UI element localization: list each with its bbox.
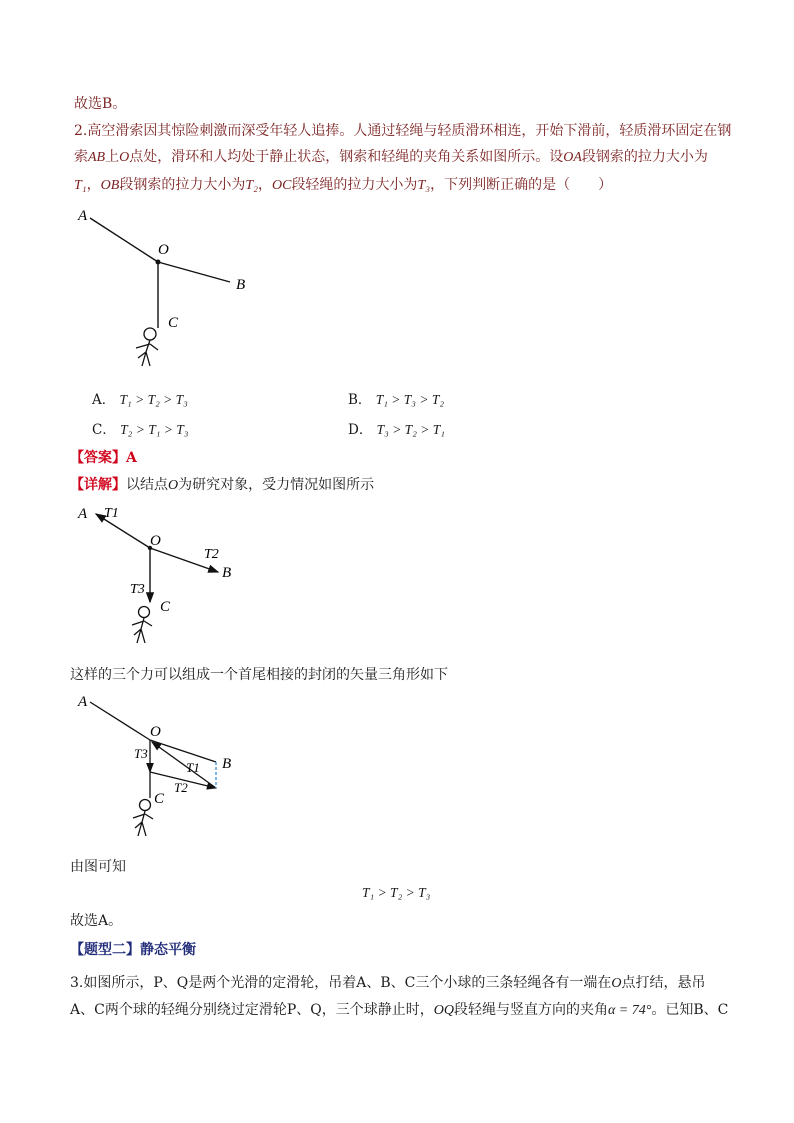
fig1-label-a: A (78, 208, 88, 224)
fig3-label-c: C (154, 791, 165, 807)
option-b[interactable]: B． T₁ > T₃ > T₂ (348, 392, 445, 408)
fig3-label-t1: T1 (186, 760, 200, 775)
fig3-label-a: A (78, 694, 88, 710)
cable-ob (158, 262, 230, 282)
fig1-label-b: B (236, 277, 246, 293)
fig3-label-t2: T2 (174, 780, 188, 795)
cable-ob (150, 740, 216, 762)
stick-figure-icon (136, 328, 158, 366)
answer-line: 【答案】A (70, 450, 137, 466)
cable-oa (90, 218, 158, 262)
option-a[interactable]: A． T₁ > T₂ > T₃ (92, 392, 188, 408)
triangle-intro: 这样的三个力可以组成一个首尾相接的封闭的矢量三角形如下 (70, 667, 448, 683)
knot-o (156, 260, 161, 265)
option-c[interactable]: C． T₂ > T₁ > T₃ (92, 422, 189, 438)
result-formula: T₁ > T₂ > T₃ (362, 885, 431, 900)
detail-conclusion: 故选A。 (70, 913, 123, 929)
force-diagram (70, 498, 260, 658)
section-title: 【题型二】静态平衡 (70, 942, 196, 958)
q3-line-1: 3.如图所示，P、Q是两个光滑的定滑轮，吊着A、B、C三个小球的三条轻绳各有一端在O点打结，悬吊 (70, 975, 706, 991)
stick-figure-icon (132, 607, 152, 644)
detail-line: 【详解】以结点O为研究对象，受力情况如图所示 (70, 477, 375, 493)
fig2-label-o: O (150, 533, 161, 549)
q2-line-3: T₁，OB段钢索的拉力大小为T₂，OC段轻绳的拉力大小为T₃，下列判断正确的是（ ） (74, 177, 613, 193)
fig1-label-c: C (168, 315, 179, 331)
fig3-label-t3: T3 (134, 746, 148, 761)
vector-triangle-diagram (70, 688, 260, 848)
fig2-label-b: B (222, 565, 232, 581)
previous-conclusion: 故选B。 (74, 96, 127, 112)
cable-oa (90, 702, 150, 740)
fig2-label-a: A (78, 506, 88, 522)
option-d[interactable]: D． T₃ > T₂ > T₁ (348, 422, 445, 438)
fig2-label-c: C (160, 599, 171, 615)
q2-figure (70, 200, 280, 380)
q2-line-2: 索AB上O点处，滑环和人均处于静止状态，钢索和轻绳的夹角关系如图所示。设OA段钢索的拉力大小为 (74, 149, 708, 165)
q3-line-2: A、C两个球的轻绳分别绕过定滑轮P、Q，三个球静止时，OQ段轻绳与竖直方向的夹角α = 74°。已知B、C (70, 1002, 729, 1018)
q2-line-1: 2.高空滑索因其惊险刺激而深受年轻人追捧。人通过轻绳与轻质滑环相连，开始下滑前，轻质滑环固定在钢 (74, 123, 732, 139)
fig2-label-t2: T2 (204, 547, 219, 562)
fig2-label-t3: T3 (130, 582, 145, 597)
stick-figure-icon (133, 800, 153, 837)
fig3-label-b: B (222, 756, 232, 772)
fig3-label-o: O (150, 724, 161, 740)
fig1-label-o: O (158, 242, 169, 258)
from-figure-text: 由图可知 (70, 859, 126, 875)
fig2-label-t1: T1 (104, 506, 119, 521)
